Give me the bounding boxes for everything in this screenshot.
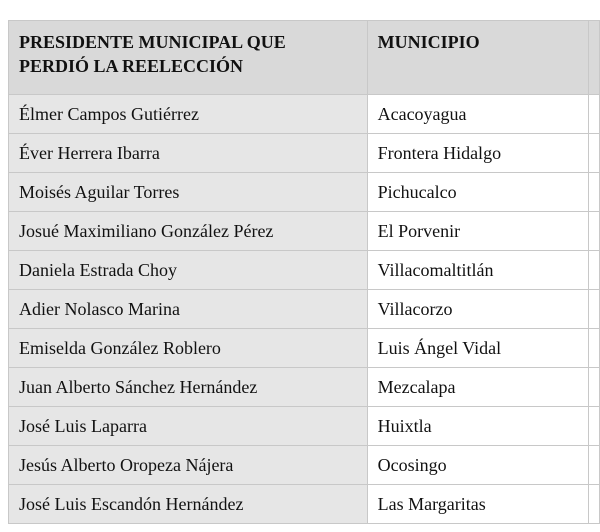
cell-president-name: Josué Maximiliano González Pérez xyxy=(9,212,368,251)
cell-extra xyxy=(588,485,599,524)
table-row xyxy=(9,407,600,446)
cell-extra xyxy=(588,251,599,290)
header-municipality: MUNICIPIO xyxy=(367,21,588,95)
cell-municipality: Huixtla xyxy=(367,407,588,446)
cell-municipality: Luis Ángel Vidal xyxy=(367,329,588,368)
cell-extra xyxy=(588,134,599,173)
cell-extra xyxy=(588,290,599,329)
table-row xyxy=(9,485,600,524)
cell-extra xyxy=(588,95,599,134)
table-row xyxy=(9,329,600,368)
table-row xyxy=(9,290,600,329)
cell-extra xyxy=(588,368,599,407)
table-body xyxy=(9,95,600,524)
cell-extra xyxy=(588,446,599,485)
cell-president-name: Adier Nolasco Marina xyxy=(9,290,368,329)
cell-president-name: Éver Herrera Ibarra xyxy=(9,134,368,173)
cell-president-name: Juan Alberto Sánchez Hernández xyxy=(9,368,368,407)
cell-municipality: El Porvenir xyxy=(367,212,588,251)
results-table-container xyxy=(8,20,600,524)
header-extra-column xyxy=(588,21,599,95)
cell-extra xyxy=(588,329,599,368)
cell-president-name: Élmer Campos Gutiérrez xyxy=(9,95,368,134)
cell-president-name: José Luis Laparra xyxy=(9,407,368,446)
cell-president-name: Moisés Aguilar Torres xyxy=(9,173,368,212)
cell-municipality: Villacomaltitlán xyxy=(367,251,588,290)
table-row xyxy=(9,446,600,485)
table-row xyxy=(9,173,600,212)
cell-extra xyxy=(588,173,599,212)
cell-president-name: Emiselda González Roblero xyxy=(9,329,368,368)
cell-municipality: Mezcalapa xyxy=(367,368,588,407)
cell-municipality: Ocosingo xyxy=(367,446,588,485)
cell-municipality: Las Margaritas xyxy=(367,485,588,524)
header-president: PRESIDENTE MUNICIPAL QUE PERDIÓ LA REELECCIÓN xyxy=(9,21,368,95)
header-row xyxy=(9,21,600,95)
cell-extra xyxy=(588,407,599,446)
cell-municipality: Pichucalco xyxy=(367,173,588,212)
results-table xyxy=(8,20,600,524)
cell-extra xyxy=(588,212,599,251)
table-header xyxy=(9,21,600,95)
cell-municipality: Frontera Hidalgo xyxy=(367,134,588,173)
table-row xyxy=(9,95,600,134)
cell-president-name: Jesús Alberto Oropeza Nájera xyxy=(9,446,368,485)
cell-municipality: Acacoyagua xyxy=(367,95,588,134)
table-row xyxy=(9,134,600,173)
table-row xyxy=(9,368,600,407)
table-row xyxy=(9,212,600,251)
table-row xyxy=(9,251,600,290)
cell-municipality: Villacorzo xyxy=(367,290,588,329)
cell-president-name: Daniela Estrada Choy xyxy=(9,251,368,290)
cell-president-name: José Luis Escandón Hernández xyxy=(9,485,368,524)
